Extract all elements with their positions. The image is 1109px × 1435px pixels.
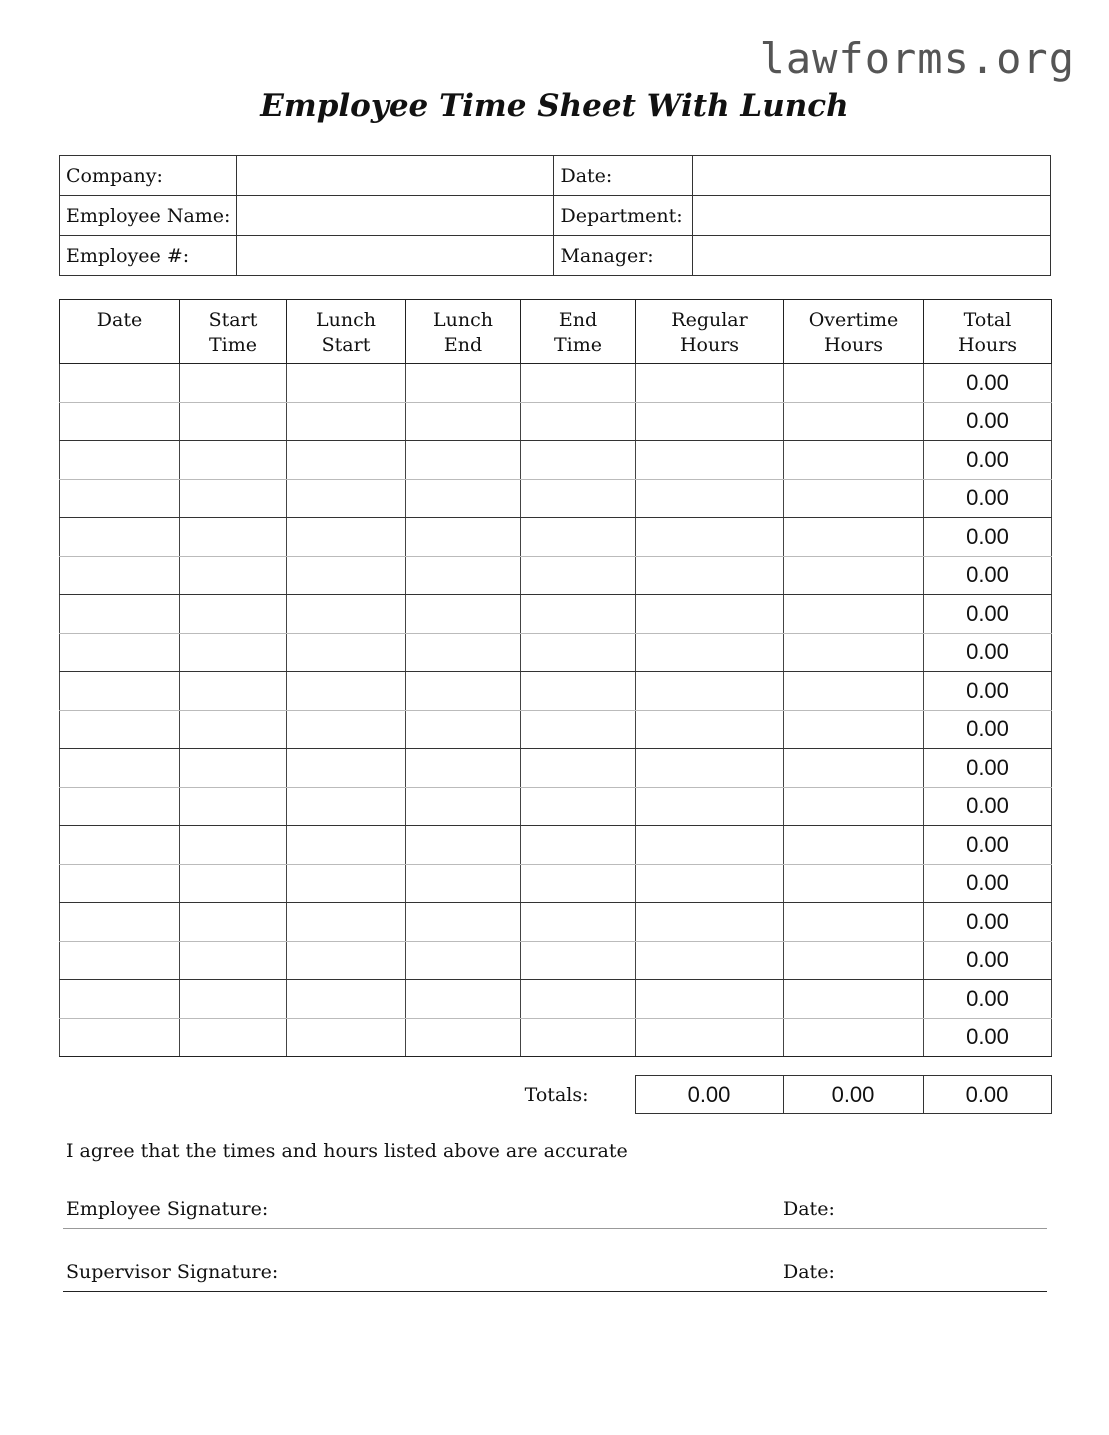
table-row	[60, 479, 1052, 518]
end-time-cell[interactable]	[521, 787, 636, 826]
date-field[interactable]	[693, 156, 1051, 196]
column-header-line2: Time	[553, 334, 602, 356]
start-time-cell[interactable]	[180, 749, 287, 788]
table-row	[60, 364, 1052, 403]
table-row	[60, 672, 1052, 711]
column-header-line1: Lunch	[433, 309, 493, 331]
regular-hours-cell[interactable]	[636, 864, 784, 903]
column-header	[784, 300, 924, 364]
total-hours-cell: 0.00	[924, 441, 1052, 480]
table-row	[60, 556, 1052, 595]
overtime-hours-cell[interactable]	[784, 479, 924, 518]
date-cell[interactable]	[60, 518, 180, 557]
regular-hours-cell[interactable]	[636, 826, 784, 865]
overtime-hours-cell[interactable]	[784, 402, 924, 441]
lunch-end-cell[interactable]	[406, 479, 521, 518]
date-cell[interactable]	[60, 903, 180, 942]
supervisor-signature-line[interactable]	[63, 1261, 1047, 1292]
date-cell[interactable]	[60, 556, 180, 595]
agreement-statement: I agree that the times and hours listed above are accurate	[66, 1140, 628, 1162]
supervisor-signature-label: Supervisor Signature:	[66, 1261, 279, 1283]
regular-hours-cell[interactable]	[636, 595, 784, 634]
lunch-start-cell[interactable]	[287, 595, 406, 634]
overtime-hours-cell[interactable]	[784, 710, 924, 749]
date-cell[interactable]	[60, 441, 180, 480]
lunch-end-cell[interactable]	[406, 710, 521, 749]
employee-name-field[interactable]	[236, 196, 554, 236]
start-time-cell[interactable]	[180, 710, 287, 749]
start-time-cell[interactable]	[180, 556, 287, 595]
regular-hours-cell[interactable]	[636, 1018, 784, 1057]
employee-number-field[interactable]	[236, 236, 554, 276]
lunch-start-cell[interactable]	[287, 980, 406, 1019]
lunch-end-cell[interactable]	[406, 1018, 521, 1057]
end-time-cell[interactable]	[521, 826, 636, 865]
table-row	[60, 826, 1052, 865]
total-hours-cell: 0.00	[924, 903, 1052, 942]
overtime-hours-cell[interactable]	[784, 672, 924, 711]
regular-hours-cell[interactable]	[636, 710, 784, 749]
date-cell[interactable]	[60, 941, 180, 980]
regular-hours-cell[interactable]	[636, 633, 784, 672]
overtime-hours-cell[interactable]	[784, 633, 924, 672]
regular-hours-cell[interactable]	[636, 441, 784, 480]
regular-hours-cell[interactable]	[636, 402, 784, 441]
overtime-hours-cell[interactable]	[784, 441, 924, 480]
lunch-end-cell[interactable]	[406, 518, 521, 557]
page-title: Employee Time Sheet With Lunch	[260, 88, 849, 124]
lunch-start-cell[interactable]	[287, 749, 406, 788]
total-hours-cell: 0.00	[924, 364, 1052, 403]
end-time-cell[interactable]	[521, 710, 636, 749]
overtime-hours-cell[interactable]	[784, 556, 924, 595]
lunch-start-cell[interactable]	[287, 787, 406, 826]
total-hours-cell: 0.00	[924, 1018, 1052, 1057]
lunch-start-cell[interactable]	[287, 672, 406, 711]
column-header-line1: Date	[96, 309, 143, 331]
end-time-cell[interactable]	[521, 749, 636, 788]
start-time-cell[interactable]	[180, 633, 287, 672]
lunch-start-cell[interactable]	[287, 941, 406, 980]
employee-signature-line[interactable]	[63, 1198, 1047, 1229]
lunch-start-cell[interactable]	[287, 826, 406, 865]
date-cell[interactable]	[60, 672, 180, 711]
manager-field[interactable]	[693, 236, 1051, 276]
lunch-end-cell[interactable]	[406, 402, 521, 441]
regular-hours-cell[interactable]	[636, 941, 784, 980]
department-label: Department:	[554, 196, 693, 236]
start-time-cell[interactable]	[180, 826, 287, 865]
employee-signature-label: Employee Signature:	[66, 1198, 269, 1220]
total-hours-cell: 0.00	[924, 595, 1052, 634]
table-row	[60, 980, 1052, 1019]
start-time-cell[interactable]	[180, 672, 287, 711]
overtime-hours-cell[interactable]	[784, 941, 924, 980]
column-header-line2: End	[443, 334, 483, 356]
total-hours-cell: 0.00	[924, 864, 1052, 903]
column-header-line2: Start	[321, 334, 371, 356]
regular-hours-cell[interactable]	[636, 749, 784, 788]
timesheet-table	[59, 299, 1052, 1057]
totals-label: Totals:	[524, 1083, 589, 1106]
lunch-end-cell[interactable]	[406, 903, 521, 942]
supervisor-signature-date-label: Date:	[783, 1261, 835, 1283]
end-time-cell[interactable]	[521, 903, 636, 942]
lunch-start-cell[interactable]	[287, 479, 406, 518]
start-time-cell[interactable]	[180, 787, 287, 826]
total-hours-cell: 0.00	[924, 556, 1052, 595]
lunch-end-cell[interactable]	[406, 595, 521, 634]
overtime-hours-cell[interactable]	[784, 518, 924, 557]
total-hours-cell: 0.00	[924, 672, 1052, 711]
lunch-start-cell[interactable]	[287, 633, 406, 672]
table-row	[60, 787, 1052, 826]
column-header-line2: Hours	[957, 334, 1018, 356]
end-time-cell[interactable]	[521, 1018, 636, 1057]
date-cell[interactable]	[60, 864, 180, 903]
start-time-cell[interactable]	[180, 518, 287, 557]
start-time-cell[interactable]	[180, 980, 287, 1019]
start-time-cell[interactable]	[180, 595, 287, 634]
start-time-cell[interactable]	[180, 479, 287, 518]
overtime-hours-cell[interactable]	[784, 903, 924, 942]
table-row	[60, 1018, 1052, 1057]
end-time-cell[interactable]	[521, 941, 636, 980]
column-header-line2: Time	[208, 334, 257, 356]
start-time-cell[interactable]	[180, 402, 287, 441]
total-hours-cell: 0.00	[924, 787, 1052, 826]
total-hours-cell: 0.00	[924, 941, 1052, 980]
lunch-end-cell[interactable]	[406, 633, 521, 672]
company-label: Company:	[60, 156, 237, 196]
start-time-cell[interactable]	[180, 903, 287, 942]
start-time-cell[interactable]	[180, 941, 287, 980]
end-time-cell[interactable]	[521, 633, 636, 672]
employee-number-label: Employee #:	[60, 236, 237, 276]
end-time-cell[interactable]	[521, 364, 636, 403]
table-row	[60, 903, 1052, 942]
total-hours-total: 0.00	[923, 1076, 1051, 1114]
end-time-cell[interactable]	[521, 864, 636, 903]
regular-hours-cell[interactable]	[636, 364, 784, 403]
start-time-cell[interactable]	[180, 441, 287, 480]
total-hours-cell: 0.00	[924, 749, 1052, 788]
lunch-start-cell[interactable]	[287, 710, 406, 749]
column-header-line2: Hours	[823, 334, 884, 356]
overtime-hours-total: 0.00	[783, 1076, 923, 1114]
table-row	[60, 441, 1052, 480]
regular-hours-total: 0.00	[635, 1076, 783, 1114]
date-cell[interactable]	[60, 787, 180, 826]
lunch-end-cell[interactable]	[406, 826, 521, 865]
table-row	[60, 595, 1052, 634]
regular-hours-cell[interactable]	[636, 556, 784, 595]
overtime-hours-cell[interactable]	[784, 787, 924, 826]
total-hours-cell: 0.00	[924, 633, 1052, 672]
table-row	[60, 710, 1052, 749]
manager-label: Manager:	[554, 236, 693, 276]
table-row	[60, 633, 1052, 672]
overtime-hours-cell[interactable]	[784, 826, 924, 865]
column-header	[60, 300, 180, 364]
totals-row	[59, 1075, 1052, 1114]
overtime-hours-cell[interactable]	[784, 1018, 924, 1057]
lunch-end-cell[interactable]	[406, 980, 521, 1019]
column-header-line1: Lunch	[316, 309, 376, 331]
lunch-start-cell[interactable]	[287, 402, 406, 441]
column-header-line1: Regular	[671, 309, 748, 331]
lunch-end-cell[interactable]	[406, 441, 521, 480]
regular-hours-cell[interactable]	[636, 672, 784, 711]
lunch-start-cell[interactable]	[287, 903, 406, 942]
table-row	[60, 749, 1052, 788]
end-time-cell[interactable]	[521, 441, 636, 480]
total-hours-cell: 0.00	[924, 826, 1052, 865]
end-time-cell[interactable]	[521, 556, 636, 595]
lunch-end-cell[interactable]	[406, 864, 521, 903]
date-cell[interactable]	[60, 364, 180, 403]
total-hours-cell: 0.00	[924, 479, 1052, 518]
regular-hours-cell[interactable]	[636, 787, 784, 826]
total-hours-cell: 0.00	[924, 980, 1052, 1019]
lunch-start-cell[interactable]	[287, 1018, 406, 1057]
end-time-cell[interactable]	[521, 479, 636, 518]
end-time-cell[interactable]	[521, 402, 636, 441]
lunch-start-cell[interactable]	[287, 556, 406, 595]
date-cell[interactable]	[60, 980, 180, 1019]
date-cell[interactable]	[60, 402, 180, 441]
column-header-line1: End	[558, 309, 598, 331]
regular-hours-cell[interactable]	[636, 518, 784, 557]
column-header-line2: Hours	[679, 334, 740, 356]
column-header	[406, 300, 521, 364]
timesheet-header-row	[60, 300, 1052, 364]
date-cell[interactable]	[60, 595, 180, 634]
overtime-hours-cell[interactable]	[784, 864, 924, 903]
regular-hours-cell[interactable]	[636, 980, 784, 1019]
lunch-start-cell[interactable]	[287, 441, 406, 480]
lunch-end-cell[interactable]	[406, 364, 521, 403]
start-time-cell[interactable]	[180, 864, 287, 903]
column-header	[287, 300, 406, 364]
regular-hours-cell[interactable]	[636, 903, 784, 942]
lunch-start-cell[interactable]	[287, 864, 406, 903]
table-row	[60, 864, 1052, 903]
table-row	[60, 518, 1052, 557]
employee-signature-date-label: Date:	[783, 1198, 835, 1220]
lunch-end-cell[interactable]	[406, 672, 521, 711]
department-field[interactable]	[693, 196, 1051, 236]
date-label: Date:	[554, 156, 693, 196]
date-cell[interactable]	[60, 710, 180, 749]
start-time-cell[interactable]	[180, 364, 287, 403]
column-header	[521, 300, 636, 364]
lunch-end-cell[interactable]	[406, 556, 521, 595]
start-time-cell[interactable]	[180, 1018, 287, 1057]
company-field[interactable]	[236, 156, 554, 196]
end-time-cell[interactable]	[521, 672, 636, 711]
lunch-end-cell[interactable]	[406, 749, 521, 788]
regular-hours-cell[interactable]	[636, 479, 784, 518]
date-cell[interactable]	[60, 479, 180, 518]
end-time-cell[interactable]	[521, 518, 636, 557]
column-header-line1: Total	[963, 309, 1012, 331]
overtime-hours-cell[interactable]	[784, 364, 924, 403]
overtime-hours-cell[interactable]	[784, 595, 924, 634]
column-header-line1: Overtime	[808, 309, 899, 331]
column-header	[924, 300, 1052, 364]
lunch-start-cell[interactable]	[287, 518, 406, 557]
lunch-start-cell[interactable]	[287, 364, 406, 403]
total-hours-cell: 0.00	[924, 518, 1052, 557]
column-header	[636, 300, 784, 364]
table-row	[60, 402, 1052, 441]
table-row	[60, 941, 1052, 980]
date-cell[interactable]	[60, 749, 180, 788]
site-logo: lawforms.org	[759, 34, 1075, 83]
total-hours-cell: 0.00	[924, 710, 1052, 749]
lunch-end-cell[interactable]	[406, 787, 521, 826]
lunch-end-cell[interactable]	[406, 941, 521, 980]
date-cell[interactable]	[60, 826, 180, 865]
end-time-cell[interactable]	[521, 595, 636, 634]
date-cell[interactable]	[60, 1018, 180, 1057]
date-cell[interactable]	[60, 633, 180, 672]
employee-name-label: Employee Name:	[60, 196, 237, 236]
overtime-hours-cell[interactable]	[784, 980, 924, 1019]
employee-info-table	[59, 155, 1051, 276]
overtime-hours-cell[interactable]	[784, 749, 924, 788]
column-header	[180, 300, 287, 364]
end-time-cell[interactable]	[521, 980, 636, 1019]
total-hours-cell: 0.00	[924, 402, 1052, 441]
timesheet-body	[60, 364, 1052, 1057]
column-header-line1: Start	[208, 309, 258, 331]
